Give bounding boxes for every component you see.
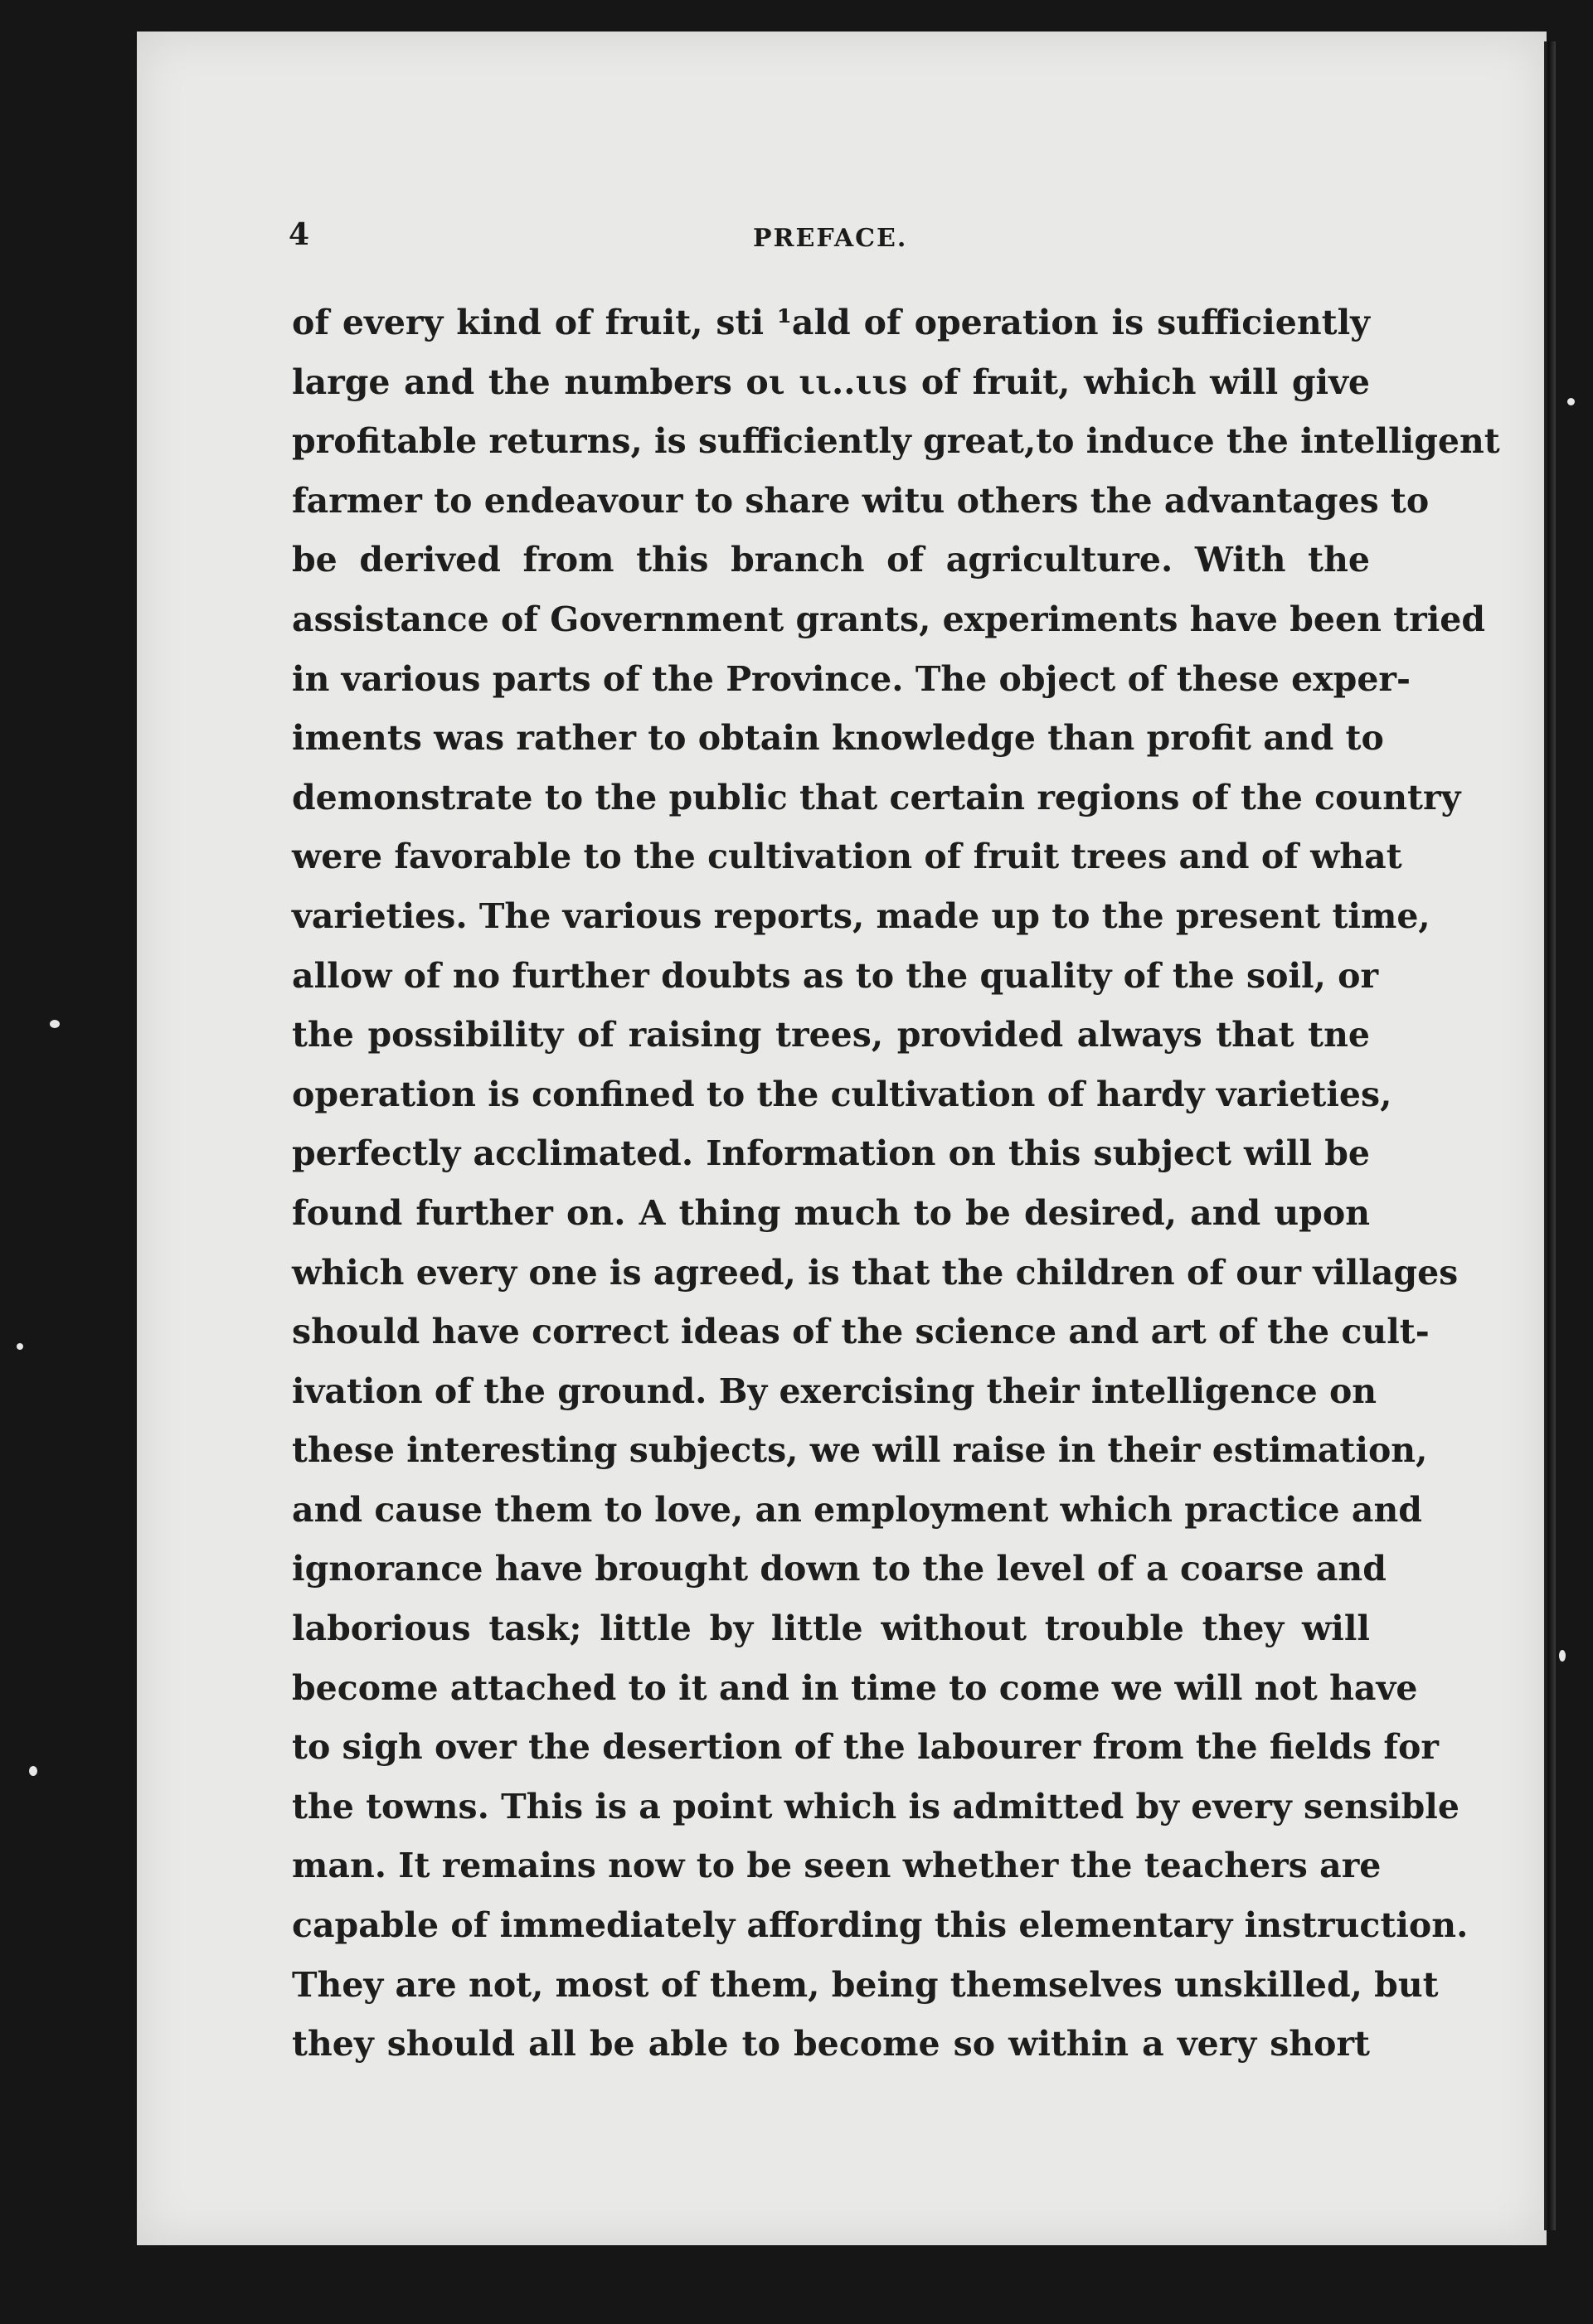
text-line: of every kind of fruit, sti ¹ald of operation is sufficiently	[292, 303, 1370, 342]
page-binding-edge	[1544, 41, 1556, 2230]
text-line: man. It remains now to be seen whether the teachers are	[292, 1846, 1382, 1886]
text-line: these interesting subjects, we will raise in their estimation,	[292, 1430, 1428, 1471]
text-line: iments was rather to obtain knowledge than profit and to	[292, 718, 1384, 759]
text-line: the possibility of raising trees, provided always that tne	[292, 1015, 1370, 1055]
text-line: in various parts of the Province. The object of these exper-	[292, 658, 1411, 699]
text-line: were favorable to the cultivation of fruit trees and of what	[292, 837, 1402, 877]
running-title: PREFACE.	[753, 224, 908, 253]
text-line: they should all be able to become so within a very short	[292, 2024, 1370, 2064]
text-line: ivation of the ground. By exercising their intelligence on	[292, 1371, 1377, 1411]
text-line: allow of no further doubts as to the quality of the soil, or	[292, 955, 1379, 996]
text-line: and cause them to love, an employment which practice and	[292, 1489, 1422, 1530]
page-header	[289, 217, 1367, 259]
dust-speck	[17, 1343, 23, 1350]
text-line: assistance of Government grants, experiments have been tried	[292, 599, 1486, 639]
text-line: become attached to it and in time to come we will not have	[292, 1667, 1418, 1708]
text-line: the towns. This is a point which is admitted by every sensible	[292, 1786, 1459, 1827]
page-number: 4	[289, 217, 310, 252]
body-text	[292, 294, 1500, 2074]
text-line: should have correct ideas of the science and art of the cult-	[292, 1312, 1430, 1352]
text-line: large and the numbers oι ιι..ιιs of fruit, which will give	[292, 361, 1370, 402]
dust-speck	[29, 1766, 37, 1776]
text-line: ignorance have brought down to the level of a coarse and	[292, 1549, 1387, 1589]
text-line: operation is confined to the cultivation of hardy varieties,	[292, 1074, 1392, 1114]
text-line: capable of immediately affording this elementary instruction.	[292, 1905, 1469, 1946]
text-line: perfectly acclimated. Information on this subject will be	[292, 1133, 1370, 1174]
text-line: found further on. A thing much to be desired, and upon	[292, 1192, 1370, 1233]
text-line: laborious task; little by little without trouble they will	[292, 1608, 1370, 1649]
dust-speck	[1567, 398, 1575, 405]
text-line: be derived from this branch of agriculture. With the	[292, 540, 1370, 580]
dust-speck	[1559, 1650, 1566, 1662]
text-line: They are not, most of them, being themselves unskilled, but	[292, 1964, 1439, 2005]
text-line: demonstrate to the public that certain regions of the country	[292, 777, 1461, 818]
dust-speck	[50, 1020, 60, 1028]
text-line: varieties. The various reports, made up to the present time,	[292, 895, 1430, 936]
text-line: profitable returns, is sufficiently great,to induce the intelligent	[292, 421, 1500, 462]
text-line: farmer to endeavour to share witu others the advantages to	[292, 480, 1430, 521]
text-line: to sigh over the desertion of the labourer from the fields for	[292, 1727, 1439, 1768]
text-line: which every one is agreed, is that the children of our villages	[292, 1252, 1459, 1293]
